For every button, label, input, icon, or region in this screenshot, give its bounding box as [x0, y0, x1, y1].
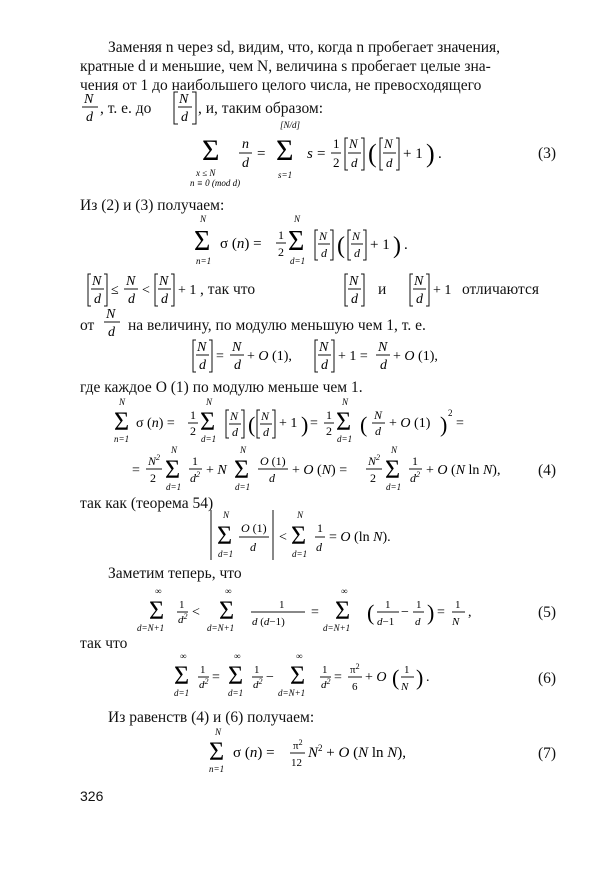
- svg-text:=: =: [437, 605, 445, 620]
- svg-text:N: N: [215, 727, 222, 737]
- text-line: Заменяя n через sd, видим, что, когда n пробегает значения,: [108, 39, 501, 56]
- svg-text:d=N+1: d=N+1: [137, 623, 165, 633]
- svg-text:d: d: [321, 358, 328, 373]
- svg-text:Σ: Σ: [336, 407, 352, 436]
- svg-text:N2 + O (N ln N),: $N^2 + O$ (N ln N),: [308, 743, 407, 761]
- svg-text:1: 1: [385, 599, 391, 611]
- svg-text:1: 1: [278, 228, 284, 242]
- svg-text:N: N: [378, 340, 388, 355]
- svg-text:N: N: [197, 340, 207, 355]
- svg-text:Σ: Σ: [165, 455, 181, 484]
- svg-text:+ 1: + 1: [433, 283, 452, 298]
- svg-text:N: N: [206, 397, 213, 407]
- svg-text:+ O (N) =: + O (N) =: [292, 463, 348, 478]
- svg-text:∞: ∞: [341, 586, 348, 596]
- equation-5: [135, 585, 515, 640]
- text-fragment: на величину, по модулю меньшую чем 1, т. е.: [128, 317, 426, 334]
- svg-text:d: d: [199, 358, 206, 373]
- svg-text:+ O (N ln N),: + O (N ln N),: [426, 463, 501, 478]
- svg-text:N: N: [223, 510, 230, 520]
- svg-text:d2: $d^2$: [178, 612, 188, 626]
- svg-text:+ 1: + 1: [370, 237, 390, 253]
- svg-text:N: N: [240, 445, 247, 455]
- svg-text:n=1: n=1: [114, 434, 130, 444]
- equation-number: (5): [538, 604, 557, 621]
- svg-text:N: N: [294, 214, 301, 224]
- svg-text:d=1: d=1: [228, 688, 244, 698]
- svg-text:d: d: [128, 292, 135, 307]
- svg-text:d (d−1): d (d−1): [252, 616, 285, 628]
- svg-text:(: (: [392, 665, 400, 690]
- svg-text:6: 6: [352, 681, 358, 693]
- svg-text:N: N: [119, 397, 126, 407]
- text-fragment: , т. е. до: [100, 100, 152, 117]
- svg-text:1: 1: [455, 599, 461, 611]
- svg-text:=: =: [456, 416, 464, 431]
- svg-text:O (1): O (1): [241, 521, 267, 535]
- svg-text:Σ: Σ: [209, 737, 225, 766]
- text-line: так как (теорема 54): [80, 495, 214, 512]
- svg-text:Σ: Σ: [335, 596, 351, 625]
- svg-text:d: d: [242, 156, 249, 171]
- equation-number: (3): [538, 145, 557, 162]
- svg-text:−: −: [266, 670, 274, 685]
- svg-text:2: 2: [278, 245, 284, 259]
- svg-text:N: N: [414, 274, 424, 289]
- svg-text:<: <: [142, 283, 150, 298]
- svg-text:N: N: [200, 214, 207, 224]
- svg-text:d=1: d=1: [201, 434, 217, 444]
- svg-text:2: 2: [370, 471, 376, 485]
- svg-text:=: =: [216, 349, 224, 364]
- equation-3: [190, 118, 490, 193]
- svg-text:1: 1: [200, 664, 206, 676]
- svg-text:Σ: Σ: [149, 596, 165, 625]
- svg-text:(: (: [360, 412, 368, 437]
- svg-text:d2: $d^2$: [199, 677, 209, 691]
- svg-text:d: d: [316, 540, 322, 554]
- text-line: Из равенств (4) и (6) получаем:: [108, 709, 315, 726]
- svg-text:): ): [440, 412, 448, 437]
- svg-text:Σ: Σ: [219, 596, 235, 625]
- svg-text:Σ: Σ: [288, 226, 305, 257]
- svg-text:+ 1: + 1: [403, 146, 423, 162]
- equation-7: [205, 726, 465, 781]
- svg-text:d=1: d=1: [174, 688, 190, 698]
- svg-text:Σ: Σ: [217, 521, 233, 550]
- text-line: Заметим теперь, что: [108, 565, 242, 582]
- svg-text:s: s: [307, 146, 313, 162]
- svg-text:d: d: [269, 471, 275, 485]
- svg-text:2: 2: [448, 408, 453, 418]
- svg-text:d: d: [415, 616, 421, 628]
- svg-text:): ): [301, 412, 309, 437]
- svg-text:n=1: n=1: [196, 256, 212, 266]
- svg-text:1: 1: [190, 408, 196, 422]
- text-line: так что: [80, 635, 128, 652]
- svg-text:d=N+1: d=N+1: [207, 623, 235, 633]
- svg-text:d: d: [232, 425, 238, 439]
- svg-text:O (1): O (1): [260, 454, 286, 468]
- svg-text:s=1: s=1: [278, 170, 293, 180]
- svg-text:Σ: Σ: [228, 661, 244, 690]
- svg-text:): ): [393, 233, 401, 259]
- svg-text:N: N: [452, 616, 460, 628]
- svg-text:∞: ∞: [296, 651, 303, 661]
- svg-text:N2: $N^2$: [148, 453, 161, 468]
- svg-text:N: N: [342, 397, 349, 407]
- svg-text:Σ: Σ: [200, 407, 216, 436]
- svg-text:N: N: [401, 681, 409, 693]
- svg-text:Σ: Σ: [194, 226, 211, 257]
- svg-text:(: (: [367, 600, 375, 625]
- svg-text:(: (: [248, 412, 256, 437]
- sigma-sum-formula: [190, 212, 450, 272]
- svg-text:d: d: [263, 425, 269, 439]
- svg-text:∞: ∞: [180, 651, 187, 661]
- text-fragment: , так что: [200, 281, 256, 298]
- text-fragment: отличаются: [462, 281, 539, 298]
- svg-text:(: (: [337, 233, 345, 259]
- log-bound-formula: [205, 508, 445, 564]
- svg-text:=: =: [132, 463, 140, 478]
- svg-text:Σ: Σ: [234, 455, 250, 484]
- svg-text:N: N: [106, 307, 116, 322]
- svg-text:N: N: [159, 274, 169, 289]
- svg-text:d: d: [94, 292, 101, 307]
- svg-text:[N/d]: [N/d]: [280, 120, 301, 130]
- svg-text:d: d: [351, 155, 358, 170]
- svg-text:+ 1: + 1: [178, 283, 197, 298]
- svg-text:d: d: [375, 424, 381, 438]
- svg-text:N: N: [384, 136, 393, 151]
- svg-text:N: N: [92, 274, 102, 289]
- svg-text:d: d: [234, 358, 241, 373]
- svg-text:N: N: [391, 445, 398, 455]
- text-fragment: и: [378, 281, 387, 298]
- svg-text:=: =: [334, 670, 342, 685]
- svg-text:Σ: Σ: [202, 134, 220, 167]
- svg-text:<: <: [279, 530, 287, 545]
- equation-number: (6): [538, 670, 557, 687]
- svg-text:d2: $d^2$: [253, 677, 263, 691]
- text-line: Из (2) и (3) получаем:: [80, 197, 225, 214]
- svg-text:+ O (1): + O (1): [389, 416, 431, 431]
- svg-text:Σ: Σ: [114, 407, 130, 436]
- svg-text:+ 1 =: + 1 =: [338, 349, 368, 364]
- svg-text:1: 1: [333, 136, 340, 151]
- svg-text:N: N: [171, 445, 178, 455]
- svg-text:d: d: [181, 110, 188, 125]
- svg-text:d: d: [86, 110, 93, 125]
- svg-text:N: N: [297, 510, 304, 520]
- svg-text:π2: $\pi^2$: [293, 738, 303, 752]
- svg-text:N: N: [319, 229, 328, 243]
- equation-number: (4): [538, 462, 557, 479]
- svg-text:N: N: [232, 340, 242, 355]
- svg-text:N: N: [352, 229, 361, 243]
- svg-text:1: 1: [326, 408, 332, 422]
- svg-text:x ≤ N: x ≤ N: [196, 168, 216, 178]
- svg-text:,: ,: [468, 605, 472, 620]
- svg-text:= O (ln N).: = O (ln N).: [329, 530, 391, 545]
- svg-text:d: d: [321, 246, 327, 260]
- text-line: где каждое O (1) по модулю меньше чем 1.: [80, 379, 363, 396]
- svg-text:N: N: [261, 409, 270, 423]
- svg-text:d: d: [351, 292, 358, 307]
- svg-text:Σ: Σ: [385, 455, 401, 484]
- svg-text:N2: $N^2$: [368, 453, 381, 468]
- svg-text:Σ: Σ: [291, 521, 307, 550]
- svg-text:N: N: [349, 136, 358, 151]
- svg-text:Σ: Σ: [290, 661, 306, 690]
- svg-text:.: .: [438, 146, 442, 162]
- floor-O1-formula: [190, 336, 510, 376]
- svg-text:σ (n) =: σ (n) =: [233, 745, 275, 761]
- svg-text:+ N: + N: [206, 463, 227, 478]
- svg-text:1: 1: [279, 599, 285, 611]
- svg-text:π2: $\pi^2$: [350, 662, 360, 676]
- svg-text:d: d: [161, 292, 168, 307]
- text-fragment: от: [80, 317, 95, 334]
- svg-text:.: .: [404, 237, 408, 253]
- equation-number: (7): [538, 745, 557, 762]
- svg-text:d=N+1: d=N+1: [278, 688, 306, 698]
- text-line: кратные d и меньшие, чем N, величина s пробегает целые зна-: [80, 58, 491, 75]
- svg-text:d=N+1: d=N+1: [323, 623, 351, 633]
- svg-text:1: 1: [192, 454, 198, 468]
- svg-text:N: N: [126, 274, 136, 289]
- svg-text:≤: ≤: [111, 283, 119, 298]
- svg-text:2: 2: [190, 424, 196, 438]
- svg-text:d: d: [354, 246, 360, 260]
- svg-text:Σ: Σ: [174, 661, 190, 690]
- svg-text:d: d: [380, 358, 387, 373]
- svg-text:d2: $d^2$: [410, 470, 420, 485]
- svg-text:N: N: [230, 409, 239, 423]
- svg-text:d2: $d^2$: [190, 470, 200, 485]
- svg-text:1: 1: [404, 664, 410, 676]
- svg-text:d: d: [416, 292, 423, 307]
- svg-text:n: n: [242, 137, 249, 152]
- svg-text:1: 1: [322, 664, 328, 676]
- svg-text:N: N: [179, 92, 189, 107]
- equation-4: [110, 396, 530, 496]
- svg-text:d: d: [108, 325, 115, 340]
- text-fragment: , и, таким образом:: [198, 100, 324, 117]
- svg-text:d=1: d=1: [337, 434, 353, 444]
- svg-text:<: <: [192, 605, 200, 620]
- equation-6: [170, 650, 490, 705]
- inline-fraction: [100, 303, 130, 343]
- svg-text:): ): [426, 139, 435, 168]
- svg-text:1: 1: [416, 599, 422, 611]
- svg-text:∞: ∞: [225, 586, 232, 596]
- svg-text:1: 1: [254, 664, 260, 676]
- svg-text:σ (n) =: σ (n) =: [220, 236, 262, 252]
- svg-text:=: =: [311, 605, 319, 620]
- svg-text:): ): [416, 665, 424, 690]
- svg-text:=: =: [310, 416, 318, 431]
- svg-text:2: 2: [326, 424, 332, 438]
- svg-text:σ (n) =: σ (n) =: [136, 416, 175, 431]
- svg-text:1: 1: [412, 454, 418, 468]
- svg-text:d=1: d=1: [166, 482, 182, 492]
- svg-text:d=1: d=1: [218, 549, 234, 559]
- svg-text:N: N: [374, 408, 383, 422]
- svg-text:Σ: Σ: [276, 134, 294, 167]
- svg-text:+ O: + O: [365, 670, 387, 685]
- svg-text:(: (: [368, 139, 377, 168]
- svg-text:+ O (1),: + O (1),: [393, 349, 438, 364]
- svg-text:N: N: [84, 92, 94, 107]
- svg-text:N: N: [319, 340, 329, 355]
- svg-text:=: =: [257, 146, 266, 162]
- svg-text:N: N: [349, 274, 359, 289]
- svg-text:12: 12: [291, 757, 302, 769]
- svg-text:.: .: [426, 670, 430, 685]
- svg-text:n=1: n=1: [209, 764, 225, 774]
- svg-text:): ): [427, 600, 435, 625]
- svg-text:=: =: [317, 146, 326, 162]
- svg-text:d=1: d=1: [292, 549, 308, 559]
- svg-text:n ≡ 0 (mod d): n ≡ 0 (mod d): [190, 178, 241, 188]
- svg-text:+ O (1),: + O (1),: [247, 349, 292, 364]
- svg-text:2: 2: [333, 155, 340, 170]
- svg-text:d: d: [250, 540, 256, 554]
- svg-text:+ 1: + 1: [279, 416, 298, 431]
- text-line: чения от 1 до наибольшего целого числа, не превосходящего: [80, 77, 482, 94]
- svg-text:d=1: d=1: [235, 482, 251, 492]
- svg-text:2: 2: [150, 471, 156, 485]
- svg-text:∞: ∞: [234, 651, 241, 661]
- svg-text:=: =: [212, 670, 220, 685]
- svg-text:1: 1: [317, 521, 323, 535]
- svg-text:∞: ∞: [155, 586, 162, 596]
- svg-text:d=1: d=1: [386, 482, 402, 492]
- svg-text:−: −: [401, 605, 409, 620]
- svg-text:d−1: d−1: [377, 616, 395, 628]
- page-number: 326: [80, 788, 104, 804]
- svg-text:1: 1: [179, 599, 185, 611]
- svg-text:d2: $d^2$: [321, 677, 331, 691]
- svg-text:d: d: [386, 155, 393, 170]
- svg-text:d=1: d=1: [290, 256, 306, 266]
